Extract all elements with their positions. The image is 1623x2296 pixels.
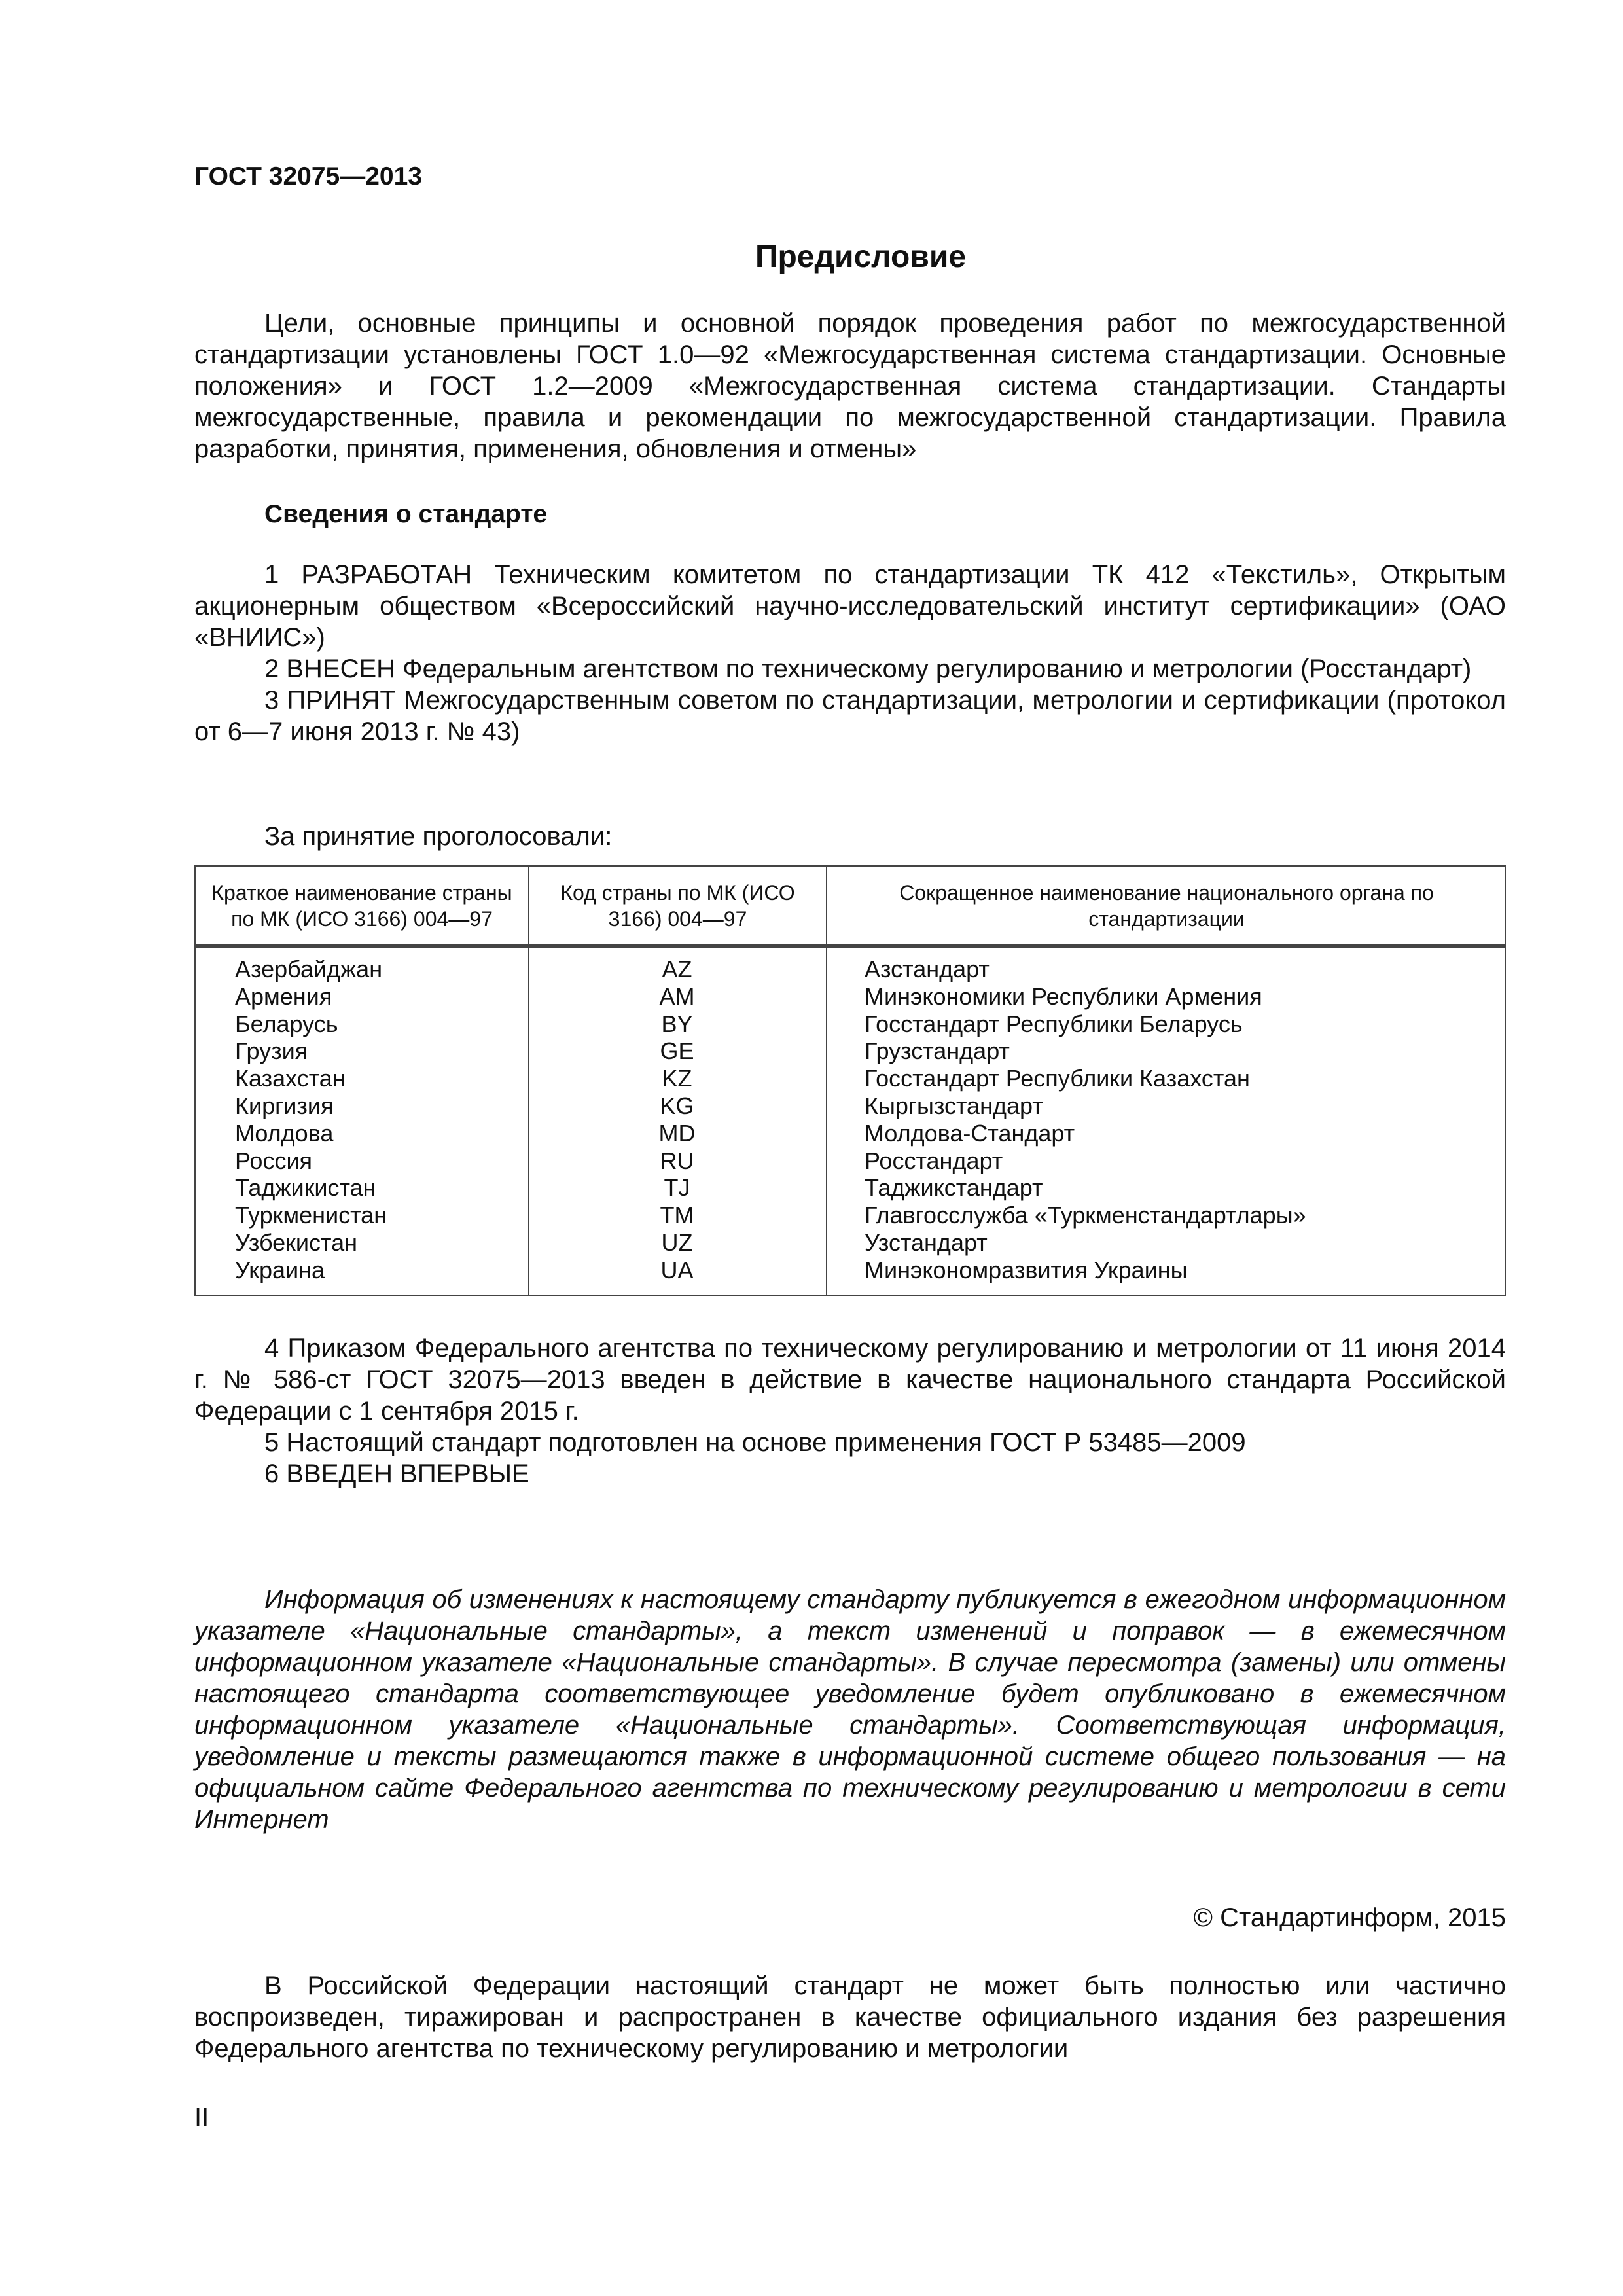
later-item-6: 6 ВВЕДЕН ВПЕРВЫЕ bbox=[264, 1460, 529, 1488]
country-name: Узбекистан bbox=[235, 1229, 358, 1256]
standards-body: Госстандарт Республики Казахстан bbox=[865, 1065, 1250, 1092]
standard-info-heading: Сведения о стандарте bbox=[264, 500, 548, 528]
header-standards-body: Сокращенное наименование национального органа по стандартизации bbox=[826, 867, 1506, 944]
country-name: Таджикистан bbox=[235, 1174, 376, 1202]
country-name: Армения bbox=[235, 982, 332, 1010]
copyright: © Стандартинформ, 2015 bbox=[1193, 1903, 1506, 1932]
standards-body: Азстандарт bbox=[865, 956, 990, 982]
table-row bbox=[196, 956, 1505, 983]
country-code: UZ bbox=[661, 1229, 693, 1256]
standards-body: Грузстандарт bbox=[865, 1037, 1010, 1065]
country-code: KG bbox=[660, 1092, 694, 1119]
table-row bbox=[196, 1011, 1505, 1038]
country-code: BY bbox=[661, 1010, 693, 1037]
voted-label: За принятие проголосовали: bbox=[264, 822, 613, 851]
table-row bbox=[196, 1092, 1505, 1120]
country-code: TJ bbox=[664, 1174, 690, 1202]
header-country-name: Краткое наименование страны по МК (ИСО 3166) 004—97 bbox=[211, 880, 512, 931]
table-header bbox=[196, 867, 1505, 948]
later-item-4: 4 Приказом Федерального агентства по техническому регулированию и метрологии от 11 июня 2014 г. № 586-ст ГОСТ 32075—2013 введен в действие в качестве национального стандарта Российской Федерации с 1 сентября 2015 г. bbox=[194, 1334, 1506, 1426]
country-code: AM bbox=[659, 982, 695, 1010]
country-code: GE bbox=[660, 1037, 694, 1065]
country-code: MD bbox=[658, 1119, 696, 1147]
standards-body: Молдова-Стандарт bbox=[865, 1119, 1075, 1147]
table-row bbox=[196, 1202, 1505, 1229]
table-row bbox=[196, 1037, 1505, 1065]
standards-body: Кыргызстандарт bbox=[865, 1092, 1043, 1119]
rights-notice: В Российской Федерации настоящий стандарт не может быть полностью или частично воспроизведен, тиражирован и распространен в качестве официального издания без разрешения Федерального агентства по техническому регулированию и метрологии bbox=[194, 1971, 1506, 2063]
standard-info-items bbox=[194, 559, 1506, 747]
table-row bbox=[196, 1065, 1505, 1092]
document-code: ГОСТ 32075—2013 bbox=[194, 162, 422, 190]
table-row bbox=[196, 1257, 1505, 1284]
header-country-code: Код страны по МК (ИСО 3166) 004—97 bbox=[528, 867, 826, 944]
intro-paragraph: Цели, основные принципы и основной порядок проведения работ по межгосударственной стандартизации установлены ГОСТ 1.0—92 «Межгосударственная система стандартизации. Основные положения» и ГОСТ 1.2—2009 «Межгосударственная система стандартизации. Стандарты межгосударственные, правила и рекомендации по межгосударственной стандартизации. Правила разработки, принятия, применения, обновления и отмены» bbox=[194, 309, 1506, 463]
countries-table bbox=[194, 865, 1506, 1296]
standard-info-item-3: 3 ПРИНЯТ Межгосударственным советом по стандартизации, метрологии и сертификации (протокол от 6—7 июня 2013 г. № 43) bbox=[194, 686, 1506, 746]
country-name: Грузия bbox=[235, 1037, 308, 1065]
standards-body: Таджикстандарт bbox=[865, 1174, 1043, 1202]
country-name: Украина bbox=[235, 1256, 325, 1283]
country-name: Киргизия bbox=[235, 1092, 334, 1119]
country-name: Азербайджан bbox=[235, 956, 383, 982]
standards-body: Росстандарт bbox=[865, 1147, 1003, 1174]
country-code: RU bbox=[660, 1147, 694, 1174]
page-number: II bbox=[194, 2103, 209, 2132]
standards-body: Главгосслужба «Туркменстандартлары» bbox=[865, 1202, 1306, 1229]
country-code: AZ bbox=[662, 956, 692, 982]
later-item-5: 5 Настоящий стандарт подготовлен на основе применения ГОСТ Р 53485—2009 bbox=[264, 1428, 1246, 1457]
country-name: Туркменистан bbox=[235, 1202, 387, 1229]
table-row bbox=[196, 1174, 1505, 1202]
table-body bbox=[196, 956, 1505, 1284]
country-name: Беларусь bbox=[235, 1010, 338, 1037]
country-name: Россия bbox=[235, 1147, 313, 1174]
page-title: Предисловие bbox=[755, 240, 967, 274]
table-row bbox=[196, 983, 1505, 1011]
standards-body: Минэкономразвития Украины bbox=[865, 1256, 1188, 1283]
standard-info-item-2: 2 ВНЕСЕН Федеральным агентством по техническому регулированию и метрологии (Росстандарт) bbox=[264, 655, 1472, 683]
country-code: TM bbox=[660, 1202, 694, 1229]
country-name: Казахстан bbox=[235, 1065, 346, 1092]
table-row bbox=[196, 1147, 1505, 1175]
later-items bbox=[194, 1333, 1506, 1490]
standard-info-item-1: 1 РАЗРАБОТАН Техническим комитетом по стандартизации ТК 412 «Текстиль», Открытым акционерным обществом «Всероссийский научно-исследовательский институт сертификации» (ОАО «ВНИИС») bbox=[194, 560, 1506, 652]
standards-body: Узстандарт bbox=[865, 1229, 988, 1256]
standards-body: Минэкономики Республики Армения bbox=[865, 982, 1262, 1010]
standards-body: Госстандарт Республики Беларусь bbox=[865, 1010, 1243, 1037]
table-row bbox=[196, 1229, 1505, 1257]
country-code: KZ bbox=[662, 1065, 692, 1092]
change-notice: Информация об изменениях к настоящему стандарту публикуется в ежегодном информационном указателе «Национальные стандарты», а текст изменений и поправок — в ежемесячном информационном указателе «Национальные стандарты». В случае пересмотра (замены) или отмены настоящего стандарта соответствующее уведомление будет опубликовано в ежемесячном информационном указателе «Национальные стандарты». Соответствующая информация, уведомление и тексты размещаются также в информационной системе общего пользования — на официальном сайте Федерального агентства по техническому регулированию и метрологии в сети Интернет bbox=[194, 1585, 1506, 1834]
table-row bbox=[196, 1120, 1505, 1147]
country-code: UA bbox=[660, 1256, 694, 1283]
country-name: Молдова bbox=[235, 1119, 334, 1147]
